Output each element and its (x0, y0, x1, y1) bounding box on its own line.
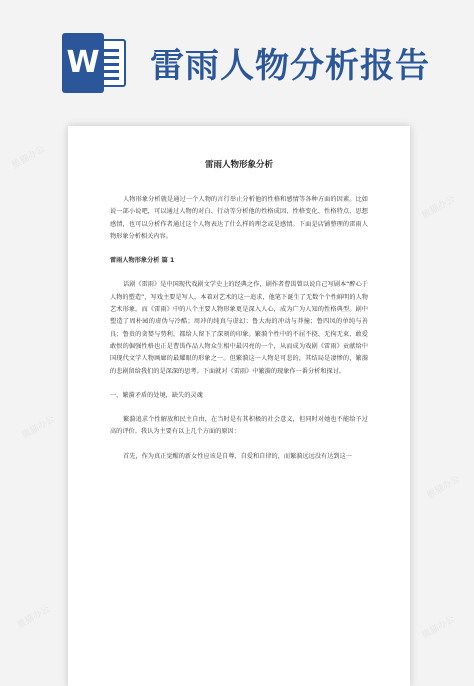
intro-paragraph: 人物形象分析就是通过一个人物的言行举止分析他的性格和感情等各种方面的因素。比如说一部小说吧，可以通过人物的对白、行动等分析他的性格成因、性格变化、性格特点、思想感情，也可以分析作者通过这个人物表达了什么样的理念或是感情。下面是店铺整理的雷雨人物形象分析相关内容。 (110, 196, 368, 240)
word-icon (62, 33, 128, 93)
watermark: 熊猫办公 (420, 194, 457, 222)
watermark: 熊猫办公 (15, 604, 52, 632)
paragraph-3: 首先，作为真正觉醒的新女性应该是自尊、自爱和自律的，而繁漪远远没有达到这一 (123, 452, 352, 460)
document-body (110, 194, 368, 463)
section-heading: 雷雨人物形象分析 篇 1 (110, 257, 175, 265)
document-page (68, 126, 410, 686)
document-title: 雷雨人物形象分析 (204, 160, 273, 170)
subheading: 一、繁漪矛盾的处境，缺失的灵魂 (110, 391, 203, 399)
watermark: 熊猫办公 (425, 474, 462, 502)
paragraph-2: 繁漪追求个性解放和民主自由，在当时是有其积极的社会意义，但同时对她也不能给予过高的评价。我认为主要有以上几个方面的原因： (110, 416, 368, 436)
watermark: 熊猫办公 (420, 614, 457, 642)
paragraph-1: 话剧《雷雨》是中国现代戏剧文学史上的经典之作，剧作者曹禺曾以说自己写剧本“醉心于人物的塑造”，写戏主要是写人，本着对艺术的这一追求，他笔下诞生了无数个个性鲜明的人物艺术形象。而《雷雨》中的八个主要人物形象更是深入人心，成为广为人知的性格典型。剧中塑造了周朴园的虚伪与冷酷；周冲的纯真与虚幻；鲁大海的冲动与莽撞；鲁四凤的单纯与善良；鲁贵的贪婪与势利，都给人留下了深刻的印象。繁漪个性中的不屈不挠、无拘无束、敢爱敢恨的倔强性格也正是曹禺作品人物众生相中最闪亮的一个，从而成为戏剧《雷雨》贡献给中国现代文学人物画廊的最耀眼的形象之一。但繁漪这一人物是可悲的，其结局是凄惨的，繁漪的悲剧留给我们的是深深的思考。下面就对《雷雨》中繁漪的现象作一番分析和探讨。 (110, 281, 368, 375)
watermark: 熊猫办公 (10, 144, 47, 172)
word-letter: W (62, 33, 104, 93)
header (0, 0, 474, 120)
page-title: 雷雨人物分析报告 (150, 46, 430, 86)
watermark: 熊猫办公 (20, 414, 57, 442)
